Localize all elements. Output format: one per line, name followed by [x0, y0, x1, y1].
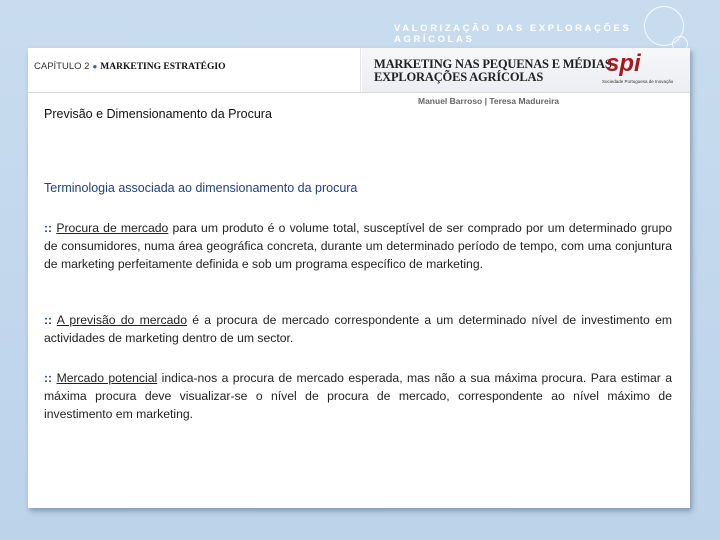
- definition-text: indica-nos a procura de mercado esperada, mas não a sua máxima procura. Para estimar a máxima procura deve visualizar-se o nível de procura de mercado, correspondente ao nível máximo de investimento em marketing.: [44, 371, 673, 421]
- chapter-label: [34, 61, 225, 72]
- definition-paragraph-1: [44, 219, 672, 273]
- definition-paragraph-2: [44, 311, 672, 347]
- banner: [360, 18, 690, 48]
- spi-logo: spi: [606, 50, 641, 77]
- term-mercado-potencial: Mercado potencial: [56, 371, 158, 385]
- bullet-icon: ::: [44, 221, 53, 235]
- chapter-separator-icon: ●: [92, 62, 98, 71]
- book-title-line2: EXPLORAÇÕES AGRÍCOLAS: [374, 70, 544, 84]
- definition-text: é a procura de mercado correspondente a um determinado nível de investimento em actividades de marketing dentro de um sector.: [44, 313, 673, 345]
- chapter-number: CAPÍTULO 2: [34, 61, 90, 72]
- subtitle: Terminologia associada ao dimensionamento da procura: [44, 181, 358, 195]
- header: [28, 48, 690, 93]
- bullet-icon: ::: [44, 371, 53, 385]
- slide: [28, 48, 690, 508]
- authors: Manuel Barroso | Teresa Madureira: [418, 96, 560, 106]
- book-title: [374, 59, 612, 83]
- book-title-line1: MARKETING NAS PEQUENAS E MÉDIAS: [374, 57, 612, 71]
- definition-paragraph-3: [44, 369, 672, 423]
- book-title-box: [362, 48, 690, 92]
- header-divider: [360, 48, 361, 92]
- section-title: Previsão e Dimensionamento da Procura: [44, 107, 272, 121]
- chapter-title: MARKETING ESTRATÉGIO: [100, 62, 226, 72]
- term-procura-de-mercado: Procura de mercado: [56, 221, 169, 235]
- banner-text: VALORIZAÇÃO DAS EXPLORAÇÕES AGRÍCOLAS: [394, 23, 632, 45]
- definition-text: para um produto é o volume total, susceptível de ser comprado por um determinado grupo de consumidores, numa área geográfica concreta, durante um determinado período de tempo, com uma conjuntura de marketing perfeitamente definida e sob um programa específico de marketing.: [44, 221, 672, 271]
- spi-logo-subtitle: Sociedade Portuguesa de Inovação: [602, 79, 674, 84]
- term-previsao-do-mercado: A previsão do mercado: [56, 313, 187, 327]
- bullet-icon: ::: [44, 313, 53, 327]
